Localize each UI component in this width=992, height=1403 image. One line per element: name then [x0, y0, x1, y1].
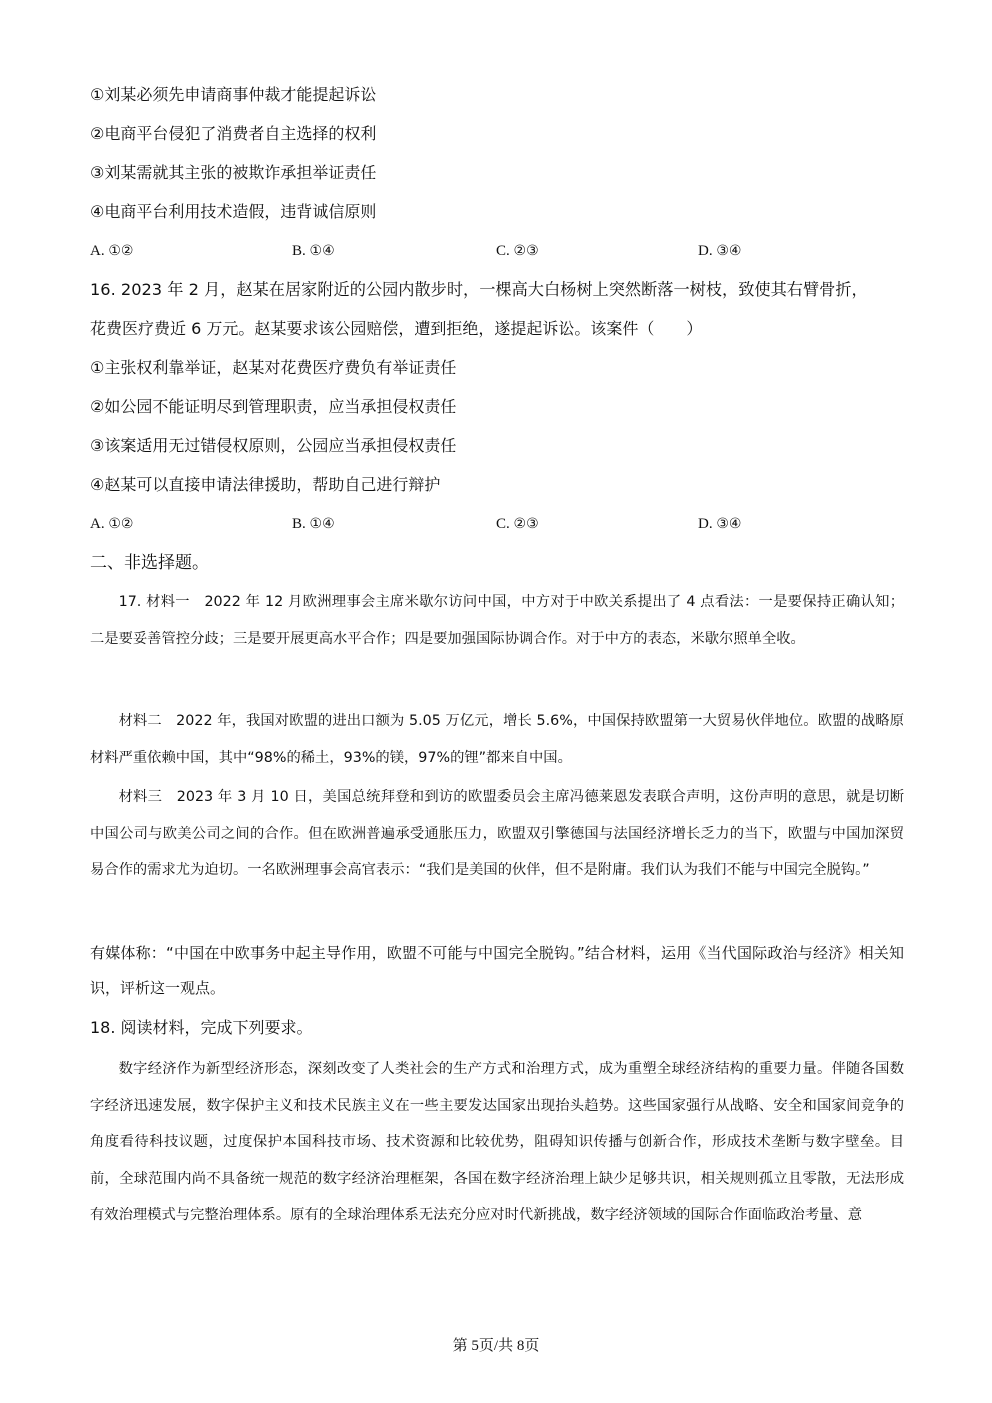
q16-item-1: ①主张权利靠举证，赵某对花费医疗费负有举证责任: [90, 358, 457, 377]
q16-option-b: B. ①④: [292, 516, 335, 532]
q15-item-4: ④电商平台利用技术造假，违背诚信原则: [90, 202, 377, 221]
q16-stem-line-1: 16. 2023 年 2 月，赵某在居家附近的公园内散步时，一棵高大白杨树上突然断落一树枝，致使其右臂骨折，: [90, 280, 868, 299]
q15-item-2: ②电商平台侵犯了消费者自主选择的权利: [90, 124, 377, 143]
q15-options: [90, 240, 810, 262]
q16-item-4: ④赵某可以直接申请法律援助，帮助自己进行辩护: [90, 475, 441, 494]
section-title: 二、非选择题。: [90, 553, 209, 573]
q16-item-3: ③该案适用无过错侵权原则，公园应当承担侵权责任: [90, 436, 457, 455]
q16-options: [90, 513, 810, 535]
q16-item-2: ②如公园不能证明尽到管理职责，应当承担侵权责任: [90, 397, 457, 416]
q18-stem: 18. 阅读材料，完成下列要求。: [90, 1018, 313, 1037]
q16-option-d: D. ③④: [698, 516, 742, 532]
q15-item-3: ③刘某需就其主张的被欺诈承担举证责任: [90, 163, 377, 182]
q15-option-c: C. ②③: [496, 243, 539, 259]
page-footer: 第 5页/共 8页: [452, 1338, 540, 1354]
q15-item-1: ①刘某必须先申请商事仲裁才能提起诉讼: [90, 85, 377, 104]
q15-option-d: D. ③④: [698, 243, 742, 259]
q16-option-a: A. ①②: [90, 516, 134, 532]
q16-stem-line-2: 花费医疗费近 6 万元。赵某要求该公园赔偿，遭到拒绝，遂提起诉讼。该案件（ ）: [90, 319, 703, 338]
q15-option-a: A. ①②: [90, 243, 134, 259]
q16-option-c: C. ②③: [496, 516, 539, 532]
q18-material: 数字经济作为新型经济形态，深刻改变了人类社会的生产方式和治理方式，成为重塑全球经济结构的重要力量。伴随各国数字经济迅速发展，数字保护主义和技术民族主义在一些主要发达国家出现抬头趋势。这些国家强行从战略、安全和国家间竞争的角度看待科技议题，过度保护本国科技市场、技术资源和比较优势，阻碍知识传播与创新合作，形成技术垄断与数字壁垒。目前，全球范围内尚不具备统一规范的数字经济治理框架，各国在数字经济治理上缺少足够共识，相关规则孤立且零散，无法形成有效治理模式与完整治理体系。原有的全球治理体系无法充分应对时代新挑战，数字经济领域的国际合作面临政治考量、意: [90, 1061, 904, 1223]
q17-material-3: 材料三 2023 年 3 月 10 日，美国总统拜登和到访的欧盟委员会主席冯德莱恩发表联合声明，这份声明的意思，就是切断中国公司与欧美公司之间的合作。但在欧洲普遍承受通胀压力，欧盟双引擎德国与法国经济增长乏力的当下，欧盟与中国加深贸易合作的需求尤为迫切。一名欧洲理事会高官表示：“我们是美国的伙伴，但不是附庸。我们认为我们不能与中国完全脱钩。”: [90, 789, 904, 878]
q17-material-2: 材料二 2022 年，我国对欧盟的进出口额为 5.05 万亿元，增长 5.6%，中国保持欧盟第一大贸易伙伴地位。欧盟的战略原材料严重依赖中国，其中“98%的稀土，93%的镁，97%的锂”都来自中国。: [90, 713, 904, 766]
q15-option-b: B. ①④: [292, 243, 335, 259]
q17-question: 有媒体称：“中国在中欧事务中起主导作用，欧盟不可能与中国完全脱钩。”结合材料，运用《当代国际政治与经济》相关知识，评析这一观点。: [90, 944, 904, 997]
q17-material-1: 17. 材料一 2022 年 12 月欧洲理事会主席米歇尔访问中国，中方对于中欧关系提出了 4 点看法：一是要保持正确认知；二是要妥善管控分歧；三是要开展更高水平合作；四是要加强国际协调合作。对于中方的表态，米歇尔照单全收。: [90, 594, 904, 647]
